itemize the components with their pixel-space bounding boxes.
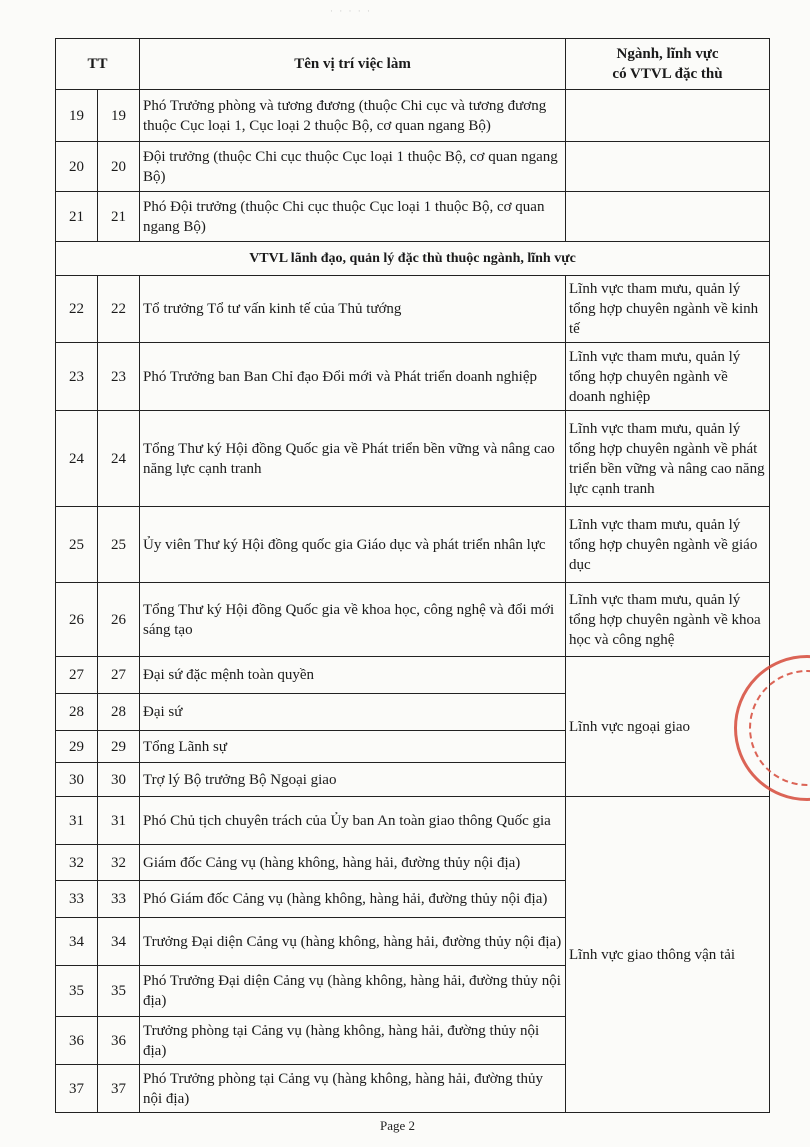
position-name-header: Tên vị trí việc làm — [140, 39, 566, 90]
position-name: Tổ trưởng Tổ tư vấn kinh tế của Thủ tướng — [140, 276, 566, 343]
row-index: 19 — [56, 90, 98, 142]
row-number: 30 — [98, 763, 140, 797]
row-index: 36 — [56, 1017, 98, 1065]
row-number: 34 — [98, 918, 140, 966]
row-number: 35 — [98, 966, 140, 1017]
position-name: Phó Chủ tịch chuyên trách của Ủy ban An toàn giao thông Quốc gia — [140, 797, 566, 845]
position-name: Tổng Thư ký Hội đồng Quốc gia về khoa học, công nghệ và đổi mới sáng tạo — [140, 583, 566, 657]
field-cell — [566, 90, 770, 142]
row-index: 29 — [56, 731, 98, 763]
position-name: Tổng Lãnh sự — [140, 731, 566, 763]
table-row — [56, 411, 770, 507]
position-name: Đội trưởng (thuộc Chi cục thuộc Cục loại 1 thuộc Bộ, cơ quan ngang Bộ) — [140, 142, 566, 192]
position-name: Trưởng Đại diện Cảng vụ (hàng không, hàng hải, đường thủy nội địa) — [140, 918, 566, 966]
field-cell — [566, 192, 770, 242]
row-index: 33 — [56, 881, 98, 918]
row-number: 23 — [98, 343, 140, 411]
position-name: Phó Đội trưởng (thuộc Chi cục thuộc Cục loại 1 thuộc Bộ, cơ quan ngang Bộ) — [140, 192, 566, 242]
row-index: 25 — [56, 507, 98, 583]
field-cell — [566, 142, 770, 192]
row-index: 21 — [56, 192, 98, 242]
table-row — [56, 507, 770, 583]
row-index: 35 — [56, 966, 98, 1017]
row-number: 37 — [98, 1065, 140, 1113]
section-row — [56, 242, 770, 276]
row-number: 19 — [98, 90, 140, 142]
field-cell: Lĩnh vực tham mưu, quản lý tổng hợp chuyên ngành về khoa học và công nghệ — [566, 583, 770, 657]
row-number: 32 — [98, 845, 140, 881]
page-number: Page 2 — [380, 1118, 416, 1133]
table-row — [56, 797, 770, 845]
field-header-line1: Ngành, lĩnh vực — [616, 46, 719, 62]
table-row — [56, 90, 770, 142]
table-row — [56, 192, 770, 242]
position-name: Phó Trưởng phòng tại Cảng vụ (hàng không, hàng hải, đường thủy nội địa) — [140, 1065, 566, 1113]
field-cell: Lĩnh vực tham mưu, quản lý tổng hợp chuyên ngành về kinh tế — [566, 276, 770, 343]
table-row — [56, 343, 770, 411]
row-number: 21 — [98, 192, 140, 242]
row-index: 23 — [56, 343, 98, 411]
row-index: 24 — [56, 411, 98, 507]
row-number: 28 — [98, 694, 140, 731]
field-cell: Lĩnh vực tham mưu, quản lý tổng hợp chuyên ngành về doanh nghiệp — [566, 343, 770, 411]
section-title: VTVL lãnh đạo, quản lý đặc thù thuộc ngành, lĩnh vực — [56, 242, 770, 276]
row-index: 28 — [56, 694, 98, 731]
position-name: Đại sứ — [140, 694, 566, 731]
scan-artifact: · · · · · — [330, 6, 372, 16]
field-cell: Lĩnh vực tham mưu, quản lý tổng hợp chuyên ngành về giáo dục — [566, 507, 770, 583]
row-number: 24 — [98, 411, 140, 507]
field-cell: Lĩnh vực tham mưu, quản lý tổng hợp chuyên ngành về phát triển bền vững và nâng cao năng lực cạnh tranh — [566, 411, 770, 507]
field-cell-transport: Lĩnh vực giao thông vận tải — [566, 797, 770, 1113]
table-row — [56, 583, 770, 657]
row-index: 37 — [56, 1065, 98, 1113]
position-table — [55, 38, 770, 1113]
position-name: Giám đốc Cảng vụ (hàng không, hàng hải, đường thủy nội địa) — [140, 845, 566, 881]
row-number: 20 — [98, 142, 140, 192]
row-number: 31 — [98, 797, 140, 845]
row-index: 22 — [56, 276, 98, 343]
field-header — [566, 39, 770, 90]
position-name: Ủy viên Thư ký Hội đồng quốc gia Giáo dục và phát triển nhân lực — [140, 507, 566, 583]
position-name: Đại sứ đặc mệnh toàn quyền — [140, 657, 566, 694]
row-index: 31 — [56, 797, 98, 845]
row-index: 26 — [56, 583, 98, 657]
tt-header: TT — [56, 39, 140, 90]
position-name: Trợ lý Bộ trưởng Bộ Ngoại giao — [140, 763, 566, 797]
row-number: 36 — [98, 1017, 140, 1065]
row-number: 25 — [98, 507, 140, 583]
table-row — [56, 276, 770, 343]
field-header-line2: có VTVL đặc thù — [612, 66, 723, 82]
position-name: Tổng Thư ký Hội đồng Quốc gia về Phát triển bền vững và nâng cao năng lực cạnh tranh — [140, 411, 566, 507]
position-name: Phó Trưởng phòng và tương đương (thuộc Chi cục và tương đương thuộc Cục loại 1, Cục loại 2 thuộc Bộ, cơ quan ngang Bộ) — [140, 90, 566, 142]
row-index: 32 — [56, 845, 98, 881]
row-number: 33 — [98, 881, 140, 918]
row-number: 22 — [98, 276, 140, 343]
table-row — [56, 142, 770, 192]
row-index: 20 — [56, 142, 98, 192]
row-number: 26 — [98, 583, 140, 657]
row-number: 27 — [98, 657, 140, 694]
row-index: 27 — [56, 657, 98, 694]
row-index: 34 — [56, 918, 98, 966]
row-index: 30 — [56, 763, 98, 797]
field-cell-diplomacy: Lĩnh vực ngoại giao — [566, 657, 770, 797]
position-name: Phó Trưởng Đại diện Cảng vụ (hàng không, hàng hải, đường thủy nội địa) — [140, 966, 566, 1017]
row-number: 29 — [98, 731, 140, 763]
table-row — [56, 657, 770, 694]
table-header-row — [56, 39, 770, 90]
position-name: Phó Giám đốc Cảng vụ (hàng không, hàng hải, đường thủy nội địa) — [140, 881, 566, 918]
position-name: Trưởng phòng tại Cảng vụ (hàng không, hàng hải, đường thủy nội địa) — [140, 1017, 566, 1065]
position-name: Phó Trưởng ban Ban Chỉ đạo Đổi mới và Phát triển doanh nghiệp — [140, 343, 566, 411]
